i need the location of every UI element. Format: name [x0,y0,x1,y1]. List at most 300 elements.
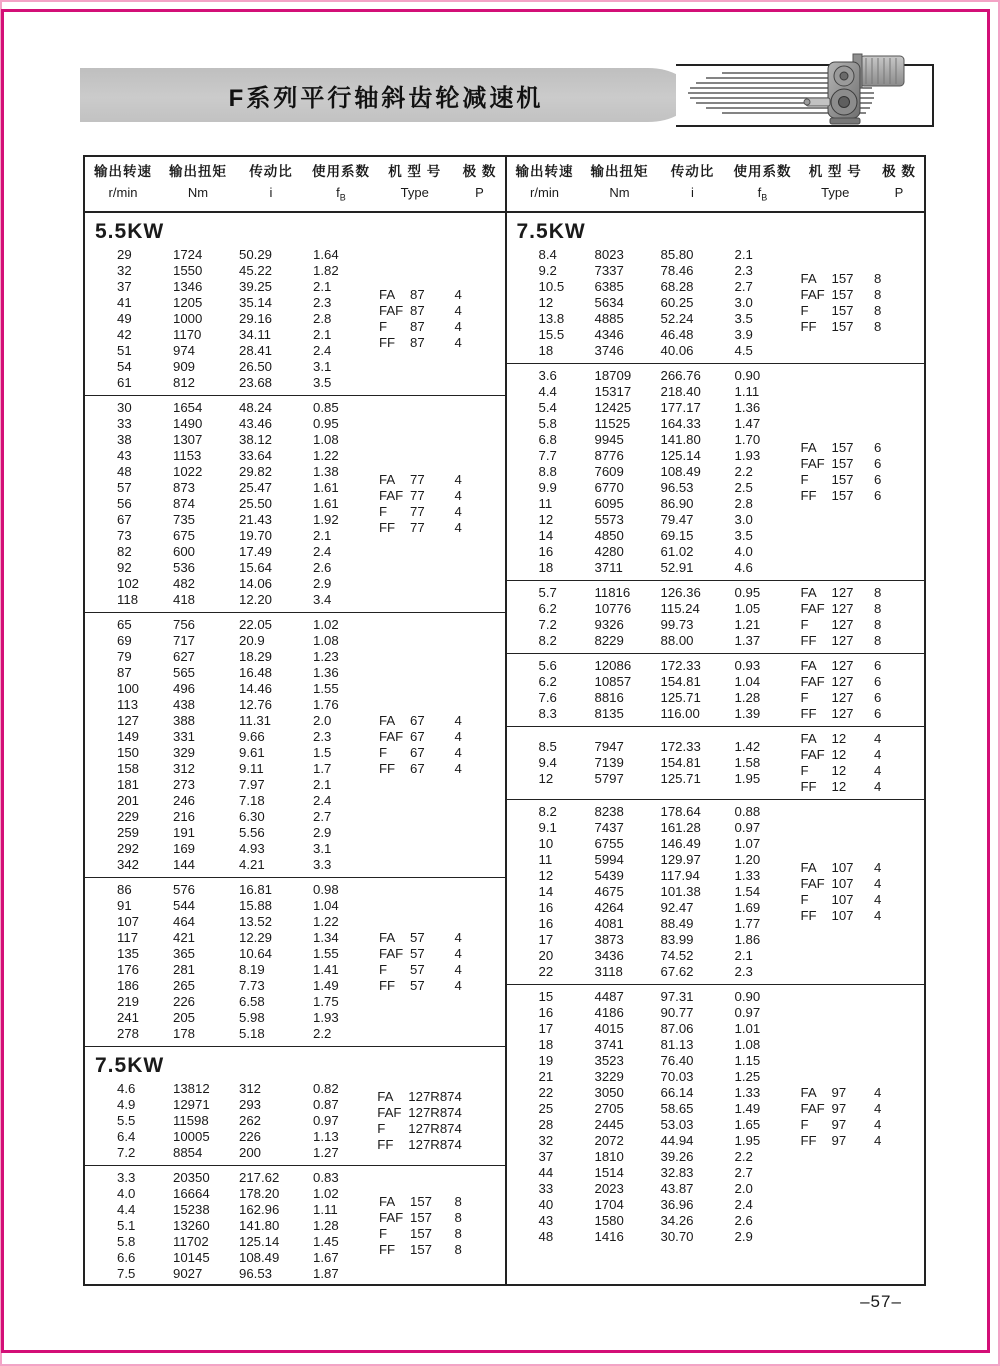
cell-ratio: 154.81 [660,674,701,689]
data-rows [85,1170,379,1282]
table-section [85,396,505,613]
cell-torque: 1550 [173,263,203,278]
cell-type: F 77 [379,504,425,519]
table-row [117,327,379,343]
cell-factor: 1.07 [734,836,761,851]
type-row [801,731,923,747]
cell-torque: 1724 [173,247,203,262]
table-row [539,617,801,633]
cell-ratio: 10.64 [239,946,273,961]
cell-torque: 3711 [594,560,623,575]
table-row [117,464,379,480]
table-row [539,400,801,416]
cell-factor: 2.1 [313,279,332,294]
table-section [507,654,925,727]
cell-poles: 4 [454,962,462,977]
type-list [801,658,925,722]
cell-poles: 4 [874,763,882,778]
cell-factor: 1.28 [734,690,761,705]
cell-ratio: 85.80 [660,247,694,262]
cell-factor: 1.08 [313,633,339,648]
cell-type: FA 97 [800,1085,847,1100]
cell-type: F 157 [800,472,854,487]
section-body [507,989,925,1245]
type-row [379,303,503,319]
type-list [379,882,505,1042]
cell-speed: 7.6 [538,690,557,705]
table-row [117,697,379,713]
table-row [539,1005,801,1021]
section-body [507,731,925,795]
cell-type: F 127 [800,690,854,705]
cell-torque: 6770 [594,480,624,495]
cell-torque: 1810 [594,1149,624,1164]
cell-factor: 1.95 [734,771,761,786]
cell-torque: 191 [173,825,196,840]
type-row [801,601,923,617]
type-list [379,400,505,608]
cell-factor: 3.5 [734,311,753,326]
table-row [539,448,801,464]
cell-torque: 418 [173,592,196,607]
cell-factor: 1.25 [734,1069,761,1084]
gear-reducer-image [800,50,912,130]
cell-ratio: 76.40 [660,1053,694,1068]
cell-speed: 16 [538,544,554,559]
cell-ratio: 83.99 [660,932,694,947]
header-torque: 输出扭矩 Nm [590,164,649,200]
cell-factor: 1.37 [734,633,761,648]
cell-ratio: 39.25 [239,279,273,294]
cell-factor: 1.49 [734,1101,761,1116]
cell-factor: 3.5 [313,375,332,390]
cell-speed: 5.8 [538,416,557,431]
type-row [379,946,503,962]
cell-factor: 2.7 [734,279,753,294]
cell-poles: 4 [454,303,462,318]
type-row [379,1226,503,1242]
table-row [117,681,379,697]
cell-poles: 4 [874,1101,882,1116]
table-row [117,400,379,416]
cell-factor: 2.9 [734,1229,753,1244]
type-row [379,962,503,978]
cell-speed: 32 [117,263,132,278]
cell-factor: 3.1 [313,359,332,374]
table-row [117,311,379,327]
cell-torque: 5573 [594,512,624,527]
cell-torque: 18709 [594,368,632,383]
cell-factor: 2.3 [734,964,753,979]
cell-speed: 87 [117,665,132,680]
type-row [801,674,923,690]
cell-type: FAF 87 [379,303,425,318]
cell-speed: 82 [117,544,132,559]
cell-ratio: 108.49 [660,464,701,479]
cell-factor: 0.98 [313,882,339,897]
cell-poles: 4 [454,978,462,993]
section-body [85,1081,505,1161]
cell-torque: 5994 [594,852,624,867]
cell-type: F 97 [800,1117,847,1132]
type-row [379,729,503,745]
type-list [801,804,925,980]
cell-poles: 4 [454,1121,462,1136]
cell-ratio: 117.94 [660,868,700,883]
cell-factor: 0.97 [734,1005,761,1020]
table-row [117,295,379,311]
table-row [117,1145,377,1161]
table-row [117,1170,379,1186]
table-row [117,1218,379,1234]
cell-torque: 178 [173,1026,196,1041]
cell-ratio: 9.66 [239,729,265,744]
cell-torque: 3873 [594,932,624,947]
cell-ratio: 101.38 [660,884,701,899]
cell-ratio: 226 [239,1129,262,1144]
power-heading: 7.5KW [95,1054,165,1077]
cell-factor: 2.0 [313,713,332,728]
cell-speed: 10 [538,836,554,851]
cell-torque: 329 [173,745,196,760]
cell-ratio: 7.97 [239,777,265,792]
section-body [85,247,505,391]
cell-factor: 3.0 [734,512,753,527]
cell-ratio: 30.70 [660,1229,694,1244]
cell-factor: 0.88 [734,804,761,819]
data-rows [507,989,801,1245]
cell-torque: 2445 [594,1117,624,1132]
data-rows [85,400,379,608]
cell-poles: 8 [874,271,882,286]
cell-speed: 6.2 [538,674,557,689]
table-row [117,665,379,681]
table-row [117,617,379,633]
cell-ratio: 15.64 [239,560,273,575]
cell-ratio: 162.96 [239,1202,280,1217]
cell-poles: 6 [874,706,882,721]
cell-factor: 0.97 [313,1113,339,1128]
cell-factor: 1.77 [734,916,761,931]
cell-ratio: 50.29 [239,247,273,262]
cell-poles: 4 [454,335,462,350]
type-row [801,747,923,763]
cell-torque: 9027 [173,1266,203,1281]
cell-poles: 8 [454,1242,462,1257]
power-heading: 7.5KW [516,220,586,243]
cell-ratio: 99.73 [660,617,694,632]
cell-speed: 135 [117,946,140,961]
cell-factor: 0.85 [313,400,339,415]
cell-ratio: 96.53 [660,480,694,495]
cell-speed: 6.4 [117,1129,136,1144]
cell-torque: 4186 [594,1005,624,1020]
table-row [539,327,801,343]
page-number: –57– [860,1292,902,1311]
cell-factor: 2.4 [313,544,332,559]
table-half-left [85,157,505,1284]
cell-factor: 0.95 [313,416,339,431]
cell-speed: 8.5 [538,739,557,754]
cell-factor: 1.33 [734,868,761,883]
cell-speed: 8.3 [538,706,557,721]
type-list [379,1170,505,1282]
cell-poles: 8 [874,601,882,616]
cell-ratio: 25.47 [239,480,273,495]
title-banner [80,68,692,122]
cell-factor: 3.1 [313,841,332,856]
cell-factor: 2.2 [734,1149,753,1164]
type-list [801,731,925,795]
table-row [117,841,379,857]
cell-torque: 388 [173,713,196,728]
cell-ratio: 126.36 [660,585,701,600]
cell-factor: 2.2 [734,464,753,479]
cell-type: F 87 [379,319,425,334]
cell-poles: 4 [454,287,462,302]
cell-ratio: 96.53 [239,1266,273,1281]
table-row [539,1117,801,1133]
cell-type: FA 127 [800,585,854,600]
cell-speed: 9.2 [538,263,557,278]
sections-left [85,213,505,1284]
cell-factor: 0.83 [313,1170,339,1185]
cell-ratio: 178.64 [660,804,701,819]
cell-type: FA 157 [800,440,854,455]
cell-torque: 205 [173,1010,196,1025]
cell-torque: 536 [173,560,196,575]
cell-speed: 100 [117,681,140,696]
cell-ratio: 44.94 [660,1133,694,1148]
header-poles: 极 数 P [882,164,916,200]
cell-factor: 0.95 [734,585,761,600]
column-header-right [507,157,925,213]
table-row [117,375,379,391]
cell-poles: 4 [874,731,882,746]
cell-speed: 102 [117,576,140,591]
cell-torque: 812 [173,375,196,390]
table-row [539,948,801,964]
table-row [117,761,379,777]
cell-type: FA 127 [800,658,854,673]
cell-type: FF 157 [800,488,854,503]
cell-ratio: 79.47 [660,512,694,527]
cell-factor: 1.67 [313,1250,339,1265]
cell-torque: 675 [173,528,196,543]
cell-torque: 909 [173,359,196,374]
cell-torque: 1514 [594,1165,624,1180]
header-ratio: 传动比 i [249,164,293,200]
table-section [85,878,505,1047]
cell-torque: 144 [173,857,196,872]
cell-ratio: 116.00 [660,706,700,721]
cell-ratio: 12.20 [239,592,273,607]
cell-speed: 9.4 [538,755,557,770]
cell-factor: 1.15 [734,1053,761,1068]
cell-ratio: 4.93 [239,841,265,856]
cell-factor: 2.3 [313,729,332,744]
cell-ratio: 154.81 [660,755,701,770]
cell-speed: 16 [538,900,554,915]
type-row [801,690,923,706]
type-row [379,745,503,761]
cell-type: FAF 57 [379,946,425,961]
table-row [117,512,379,528]
cell-factor: 1.41 [313,962,339,977]
cell-type: FA 87 [379,287,425,302]
table-section [507,213,925,364]
cell-torque: 1307 [173,432,203,447]
cell-factor: 1.47 [734,416,761,431]
cell-type: FA 157 [379,1194,433,1209]
cell-ratio: 11.31 [239,713,272,728]
table-row [539,295,801,311]
cell-speed: 15 [538,989,554,1004]
cell-poles: 4 [874,747,882,762]
cell-speed: 51 [117,343,132,358]
table-row [117,576,379,592]
cell-speed: 43 [117,448,132,463]
table-row [117,898,379,914]
cell-factor: 2.4 [734,1197,753,1212]
table-row [539,1053,801,1069]
cell-speed: 21 [538,1069,554,1084]
type-row [379,472,503,488]
cell-speed: 342 [117,857,140,872]
cell-ratio: 36.96 [660,1197,694,1212]
table-row [539,658,801,674]
cell-ratio: 68.28 [660,279,694,294]
cell-poles: 4 [874,1085,882,1100]
cell-speed: 30 [117,400,132,415]
table-row [539,964,801,980]
table-row [539,528,801,544]
cell-ratio: 60.25 [660,295,694,310]
table-row [539,739,801,755]
table-row [117,359,379,375]
cell-ratio: 86.90 [660,496,694,511]
cell-torque: 10857 [594,674,632,689]
cell-torque: 7947 [594,739,624,754]
cell-torque: 226 [173,994,196,1009]
cell-factor: 1.86 [734,932,761,947]
cell-torque: 8135 [594,706,624,721]
data-rows [507,731,801,795]
cell-ratio: 262 [239,1113,262,1128]
type-row [377,1137,502,1153]
cell-ratio: 38.12 [239,432,273,447]
table-row [117,857,379,873]
cell-speed: 14 [538,884,554,899]
table-row [117,247,379,263]
cell-ratio: 14.06 [239,576,273,591]
table-section [507,727,925,800]
cell-factor: 2.5 [734,480,753,495]
cell-ratio: 90.77 [660,1005,694,1020]
cell-torque: 1416 [594,1229,624,1244]
cell-poles: 4 [454,520,462,535]
section-body [507,585,925,649]
cell-ratio: 81.13 [660,1037,694,1052]
cell-torque: 4280 [594,544,624,559]
cell-speed: 18 [538,1037,554,1052]
cell-type: FAF 12 [800,747,847,762]
cell-ratio: 33.64 [239,448,273,463]
cell-ratio: 20.9 [239,633,265,648]
cell-ratio: 88.49 [660,916,694,931]
cell-poles: 6 [874,658,882,673]
cell-ratio: 125.71 [660,690,701,705]
cell-factor: 1.11 [313,1202,338,1217]
table-row [117,496,379,512]
cell-torque: 565 [173,665,196,680]
table-row [117,263,379,279]
type-row [801,440,923,456]
cell-factor: 1.45 [313,1234,339,1249]
cell-torque: 1704 [594,1197,624,1212]
cell-poles: 4 [454,713,462,728]
header-poles: 极 数 P [462,164,497,200]
cell-torque: 10145 [173,1250,210,1265]
cell-torque: 246 [173,793,196,808]
cell-torque: 974 [173,343,196,358]
cell-ratio: 19.70 [239,528,273,543]
cell-speed: 8.2 [538,804,557,819]
cell-speed: 16 [538,916,554,931]
table-row [539,343,801,359]
table-row [117,1113,377,1129]
cell-poles: 6 [874,690,882,705]
table-row [117,962,379,978]
cell-speed: 16 [538,1005,554,1020]
cell-speed: 107 [117,914,140,929]
cell-ratio: 129.97 [660,852,701,867]
header-torque: 输出扭矩 Nm [169,164,227,200]
cell-factor: 1.22 [313,448,339,463]
cell-torque: 9945 [594,432,624,447]
cell-factor: 1.69 [734,900,761,915]
cell-ratio: 23.68 [239,375,273,390]
cell-speed: 17 [538,1021,554,1036]
cell-factor: 4.5 [734,343,753,358]
cell-torque: 3523 [594,1053,624,1068]
cell-torque: 11598 [173,1113,209,1128]
cell-type: F 157 [800,303,854,318]
cell-torque: 3741 [594,1037,624,1052]
cell-ratio: 177.17 [660,400,701,415]
cell-factor: 2.6 [313,560,332,575]
cell-type: FF 67 [379,761,425,776]
cell-torque: 4850 [594,528,624,543]
cell-poles: 8 [874,617,882,632]
cell-factor: 3.3 [313,857,332,872]
table-row [117,946,379,962]
cell-ratio: 61.02 [660,544,694,559]
cell-speed: 56 [117,496,132,511]
cell-speed: 118 [117,592,139,607]
data-rows [85,1081,377,1161]
cell-speed: 79 [117,649,132,664]
type-row [801,892,923,908]
cell-factor: 1.22 [313,914,339,929]
cell-torque: 8854 [173,1145,203,1160]
cell-type: F 12 [800,763,847,778]
cell-factor: 1.20 [734,852,761,867]
type-list [801,368,925,576]
cell-speed: 29 [117,247,132,262]
column-header-left [85,157,505,213]
table-row [539,868,801,884]
